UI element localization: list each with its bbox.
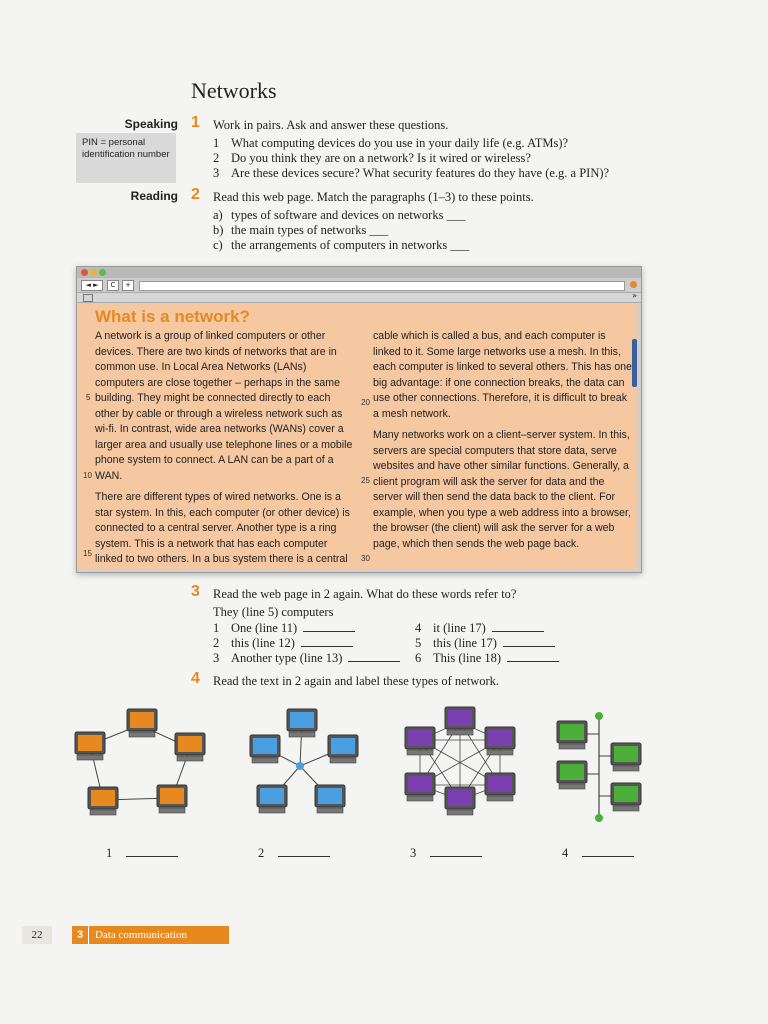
answer-blank[interactable] — [348, 661, 400, 662]
diagram-3-label: 3 — [410, 846, 482, 861]
line-number: 15 — [83, 549, 92, 558]
answer-blank[interactable] — [126, 856, 178, 857]
mesh-network-diagram — [405, 707, 515, 815]
article-column-1 — [95, 329, 357, 568]
list-item: 6 This (line 18) — [415, 651, 615, 666]
reload-button[interactable]: C — [107, 280, 119, 291]
exercise-3-items-left — [213, 621, 413, 666]
exercise-3-number: 3 — [191, 583, 200, 600]
computer-icon — [175, 733, 205, 761]
paragraph: There are different types of wired networks. One is a star system. In this, each computer (or other device) is connected to a central server. Another type is a ring system. This is a network that has each computer linked to two others. In a bus system there is a central — [95, 491, 350, 565]
list-item: 2 this (line 12) — [213, 636, 413, 651]
browser-titlebar — [77, 267, 641, 278]
diagram-2-label: 2 — [258, 846, 330, 861]
paragraph: cable which is called a bus, and each computer is linked to it. Some large networks use a mesh. In this, each computer is linked to several others. This has one big advantage: if one connection breaks, the data can use other connections. Therefore, it is difficult to break a mesh network. — [373, 330, 632, 420]
exercise-4-number: 4 — [191, 670, 200, 687]
bus-network-diagram — [557, 712, 641, 822]
unit-number: 3 — [72, 926, 89, 944]
article-heading: What is a network? — [95, 307, 250, 326]
exercise-2-number: 2 — [191, 186, 200, 203]
computer-icon — [127, 709, 157, 737]
browser-toolbar — [77, 278, 641, 293]
list-item: 3 Are these devices secure? What security features do they have (e.g. a PIN)? — [213, 166, 610, 180]
more-chevron-icon[interactable]: » — [632, 291, 637, 300]
speaking-questions — [213, 136, 643, 181]
list-item: b) the main types of networks ___ — [213, 223, 389, 237]
page-title: Networks — [191, 78, 277, 103]
answer-blank[interactable] — [301, 646, 353, 647]
answer-blank[interactable] — [507, 661, 559, 662]
unit-title: Data communication — [95, 929, 187, 941]
add-tab-button[interactable]: + — [122, 280, 134, 291]
exercise-3-instruction: Read the web page in 2 again. What do these words refer to? — [213, 587, 517, 601]
close-dot-icon[interactable] — [81, 269, 88, 276]
star-network-diagram — [250, 709, 358, 813]
reading-label: Reading — [130, 189, 178, 203]
computer-icon — [157, 785, 187, 813]
ring-network-diagram — [75, 709, 205, 815]
exercise-1-number: 1 — [191, 114, 200, 131]
answer-blank[interactable] — [430, 856, 482, 857]
back-forward-button[interactable]: ◄ ► — [81, 280, 103, 291]
paragraph: A network is a group of linked computers or other devices. There are two kinds of networks that are in common use. In Local Area Networks (LANs) computers are close together – perhaps in the same building. They might be connected directly to each other by cable or through a wireless network such as wi-fi. In contrast, wide area networks (WANs) cover a larger area and usually use telephone lines or a mobile phone system to connect. A LAN can be a part of a WAN. — [95, 330, 353, 482]
bookmarks-bar — [77, 293, 641, 303]
address-bar[interactable] — [139, 281, 625, 291]
list-item: a) types of software and devices on networks ___ — [213, 208, 466, 222]
list-item: 1 What computing devices do you use in your daily life (e.g. ATMs)? — [213, 136, 569, 150]
answer-blank[interactable] — [303, 631, 355, 632]
paragraph: Many networks work on a client–server system. In this, servers are special computers that store data, serve websites and have other similar functions. Generally, a client program will ask the server for data and the server will then send the data back to the client. For example, when you type a web address into a browser, the browser (the client) will ask the server for a web page, which then sends the web page back. — [373, 429, 631, 550]
line-number: 5 — [86, 393, 91, 402]
scrollbar-thumb[interactable] — [632, 339, 637, 387]
article-column-2 — [373, 329, 635, 552]
list-item: 4 it (line 17) — [415, 621, 615, 636]
list-item: 5 this (line 17) — [415, 636, 615, 651]
bus-terminator-icon — [595, 712, 603, 720]
answer-blank[interactable] — [582, 856, 634, 857]
answer-blank[interactable] — [278, 856, 330, 857]
speaking-label: Speaking — [124, 117, 178, 131]
glossary-box: PIN = personal identification number — [76, 133, 176, 183]
diagram-4-label: 4 — [562, 846, 634, 861]
exercise-3-items-right — [415, 621, 615, 666]
list-item: c) the arrangements of computers in networks ___ — [213, 238, 470, 252]
computer-icon — [75, 732, 105, 760]
computer-icon — [88, 787, 118, 815]
unit-banner — [72, 926, 229, 944]
server-node-icon — [296, 762, 304, 770]
reading-points — [213, 208, 643, 253]
bus-terminator-icon — [595, 814, 603, 822]
exercise-1-instruction: Work in pairs. Ask and answer these questions. — [213, 118, 449, 132]
line-number: 30 — [361, 554, 370, 563]
page-number: 22 — [22, 926, 52, 944]
exercise-2-instruction: Read this web page. Match the paragraphs (1–3) to these points. — [213, 190, 534, 204]
rss-icon[interactable] — [630, 281, 637, 288]
line-number: 10 — [83, 471, 92, 480]
bookmarks-icon[interactable] — [83, 294, 93, 302]
line-number: 25 — [361, 476, 370, 485]
answer-blank[interactable] — [492, 631, 544, 632]
line-number: 20 — [361, 398, 370, 407]
exercise-4-instruction: Read the text in 2 again and label these types of network. — [213, 674, 500, 688]
list-item: 2 Do you think they are on a network? Is it wired or wireless? — [213, 151, 531, 165]
diagram-1-label: 1 — [106, 846, 178, 861]
zoom-dot-icon[interactable] — [99, 269, 106, 276]
answer-blank[interactable] — [503, 646, 555, 647]
list-item: 1 One (line 11) — [213, 621, 413, 636]
exercise-3-example: They (line 5) computers — [213, 605, 334, 619]
network-diagrams — [60, 700, 660, 830]
browser-window — [76, 266, 642, 573]
web-page-content — [77, 303, 637, 570]
minimize-dot-icon[interactable] — [90, 269, 97, 276]
list-item: 3 Another type (line 13) — [213, 651, 413, 666]
